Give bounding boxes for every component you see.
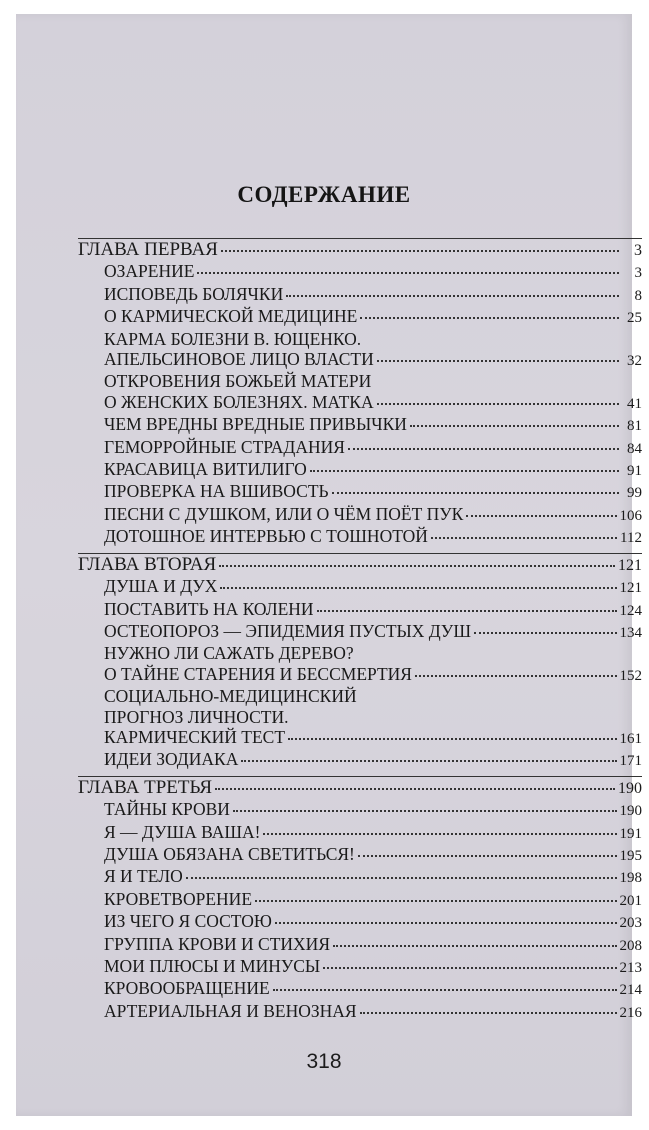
page-number: 318 <box>306 1050 342 1073</box>
leader-dots <box>348 435 619 450</box>
entry-page: 195 <box>619 847 642 864</box>
entry-page: 161 <box>619 730 642 747</box>
leader-dots <box>215 775 615 790</box>
toc-entry <box>78 261 642 283</box>
leader-dots <box>360 304 619 319</box>
entry-page: 121 <box>619 580 642 597</box>
leader-dots <box>332 479 619 494</box>
leader-dots <box>358 842 617 857</box>
entry-title: ПОСТАВИТЬ НА КОЛЕНИ <box>104 598 314 619</box>
toc-entry <box>78 727 642 749</box>
toc-chapter <box>78 240 642 261</box>
entry-page: 25 <box>627 310 642 327</box>
toc-entry <box>78 889 642 911</box>
leader-dots <box>273 976 617 991</box>
entry-title: О ЖЕНСКИХ БОЛЕЗНЯХ. МАТКА <box>104 391 374 412</box>
entry-title: КАРМИЧЕСКИЙ ТЕСТ <box>104 726 286 747</box>
toc-entry <box>78 329 642 349</box>
leader-dots <box>275 909 617 924</box>
toc-entry <box>78 956 642 978</box>
entry-title: СОЦИАЛЬНО-МЕДИЦИНСКИЙ <box>104 686 357 707</box>
toc-entry <box>78 284 642 306</box>
leader-dots <box>233 797 617 812</box>
leader-dots <box>317 597 617 612</box>
entry-page: 190 <box>619 803 642 820</box>
toc-entry <box>78 371 642 391</box>
chapter-page: 121 <box>618 556 642 574</box>
entry-title: ИДЕИ ЗОДИАКА <box>104 749 239 770</box>
entry-page: 213 <box>619 960 642 976</box>
entry-title: КРОВООБРАЩЕНИЕ <box>104 978 270 999</box>
leader-dots <box>474 619 617 634</box>
entry-title: КРОВЕТВОРЕНИЕ <box>104 888 253 909</box>
entry-page: 8 <box>634 287 642 304</box>
toc-entry <box>78 306 642 328</box>
entry-title: Я — ДУША ВАША! <box>104 821 261 842</box>
entry-page: 198 <box>619 870 642 887</box>
toc-title: СОДЕРЖАНИЕ <box>237 182 411 207</box>
leader-dots <box>255 887 616 902</box>
toc-entry <box>78 911 642 933</box>
leader-dots <box>241 747 616 762</box>
toc-entry <box>78 822 642 844</box>
toc-chapter <box>78 778 642 799</box>
leader-dots <box>263 820 616 835</box>
entry-page: 191 <box>619 825 642 842</box>
entry-page: 32 <box>627 353 642 370</box>
entry-title: ИЗ ЧЕГО Я СОСТОЮ <box>104 911 272 932</box>
entry-title: ПРОВЕРКА НА ВШИВОСТЬ <box>104 481 329 502</box>
leader-dots <box>431 524 617 539</box>
entry-title: КРАСАВИЦА ВИТИЛИГО <box>104 459 307 480</box>
entry-title: АРТЕРИАЛЬНАЯ И ВЕНОЗНАЯ <box>104 1000 357 1021</box>
leader-dots <box>377 390 619 405</box>
leader-dots <box>286 282 619 297</box>
toc-chapter <box>78 555 642 576</box>
leader-dots <box>377 347 619 362</box>
toc-entry <box>78 481 642 503</box>
toc-entry <box>78 934 642 956</box>
entry-page: 41 <box>627 395 642 412</box>
entry-page: 3 <box>634 265 642 282</box>
entry-page: 99 <box>627 485 642 502</box>
leader-dots <box>197 259 619 274</box>
entry-title: ДУША И ДУХ <box>104 576 218 597</box>
toc-entry <box>78 978 642 1000</box>
entry-title: КАРМА БОЛЕЗНИ В. ЮЩЕНКО. <box>104 328 362 349</box>
entry-page: 208 <box>619 937 642 954</box>
entry-title: ПЕСНИ С ДУШКОМ, ИЛИ О ЧЁМ ПОЁТ ПУК <box>104 503 464 524</box>
chapter-title: ГЛАВА ТРЕТЬЯ <box>78 776 213 798</box>
leader-dots <box>410 412 619 427</box>
toc-entry <box>78 643 642 663</box>
toc-entry <box>78 392 642 414</box>
leader-dots <box>220 574 616 589</box>
entry-title: МОИ ПЛЮСЫ И МИНУСЫ <box>104 956 321 976</box>
book-page <box>16 14 642 1116</box>
entry-title: О ТАЙНЕ СТАРЕНИЯ И БЕССМЕРТИЯ <box>104 663 412 684</box>
toc-entry <box>78 437 642 459</box>
entry-title: ГРУППА КРОВИ И СТИХИЯ <box>104 933 330 954</box>
entry-title: ПРОГНОЗ ЛИЧНОСТИ. <box>104 706 289 727</box>
entry-page: 81 <box>627 418 642 435</box>
entry-title: О КАРМИЧЕСКОЙ МЕДИЦИНЕ <box>104 306 358 327</box>
entry-title: Я И ТЕЛО <box>104 866 183 887</box>
leader-dots <box>310 457 619 472</box>
chapter-rule <box>78 238 642 239</box>
entry-title: ОТКРОВЕНИЯ БОЖЬЕЙ МАТЕРИ <box>104 371 372 392</box>
toc-entry <box>78 866 642 888</box>
chapter-title: ГЛАВА ВТОРАЯ <box>78 553 217 575</box>
entry-title: ОЗАРЕНИЕ <box>104 261 195 282</box>
toc-entry <box>78 459 642 481</box>
entry-title: АПЕЛЬСИНОВОЕ ЛИЦО ВЛАСТИ <box>104 349 374 370</box>
entry-title: ДУША ОБЯЗАНА СВЕТИТЬСЯ! <box>104 843 355 864</box>
entry-title: ЧЕМ ВРЕДНЫ ВРЕДНЫЕ ПРИВЫЧКИ <box>104 414 407 435</box>
toc-entry <box>78 414 642 436</box>
entry-page: 214 <box>619 982 642 999</box>
chapter-rule <box>78 776 642 777</box>
leader-dots <box>323 954 616 969</box>
entry-page: 106 <box>619 507 642 524</box>
entry-page: 112 <box>620 530 642 547</box>
toc-entry <box>78 504 642 526</box>
toc-entry <box>78 799 642 821</box>
entry-page: 84 <box>627 440 642 457</box>
entry-title: ТАЙНЫ КРОВИ <box>104 799 230 820</box>
toc-entry <box>78 576 642 598</box>
entry-page: 203 <box>619 915 642 932</box>
leader-dots <box>333 932 617 947</box>
entry-page: 91 <box>627 463 642 480</box>
leader-dots <box>186 864 617 879</box>
toc-entry <box>78 749 642 771</box>
leader-dots <box>360 999 617 1014</box>
entry-page: 216 <box>619 1004 642 1021</box>
toc-entry <box>78 664 642 686</box>
toc-entry <box>78 349 642 371</box>
entry-page: 134 <box>619 624 642 641</box>
entry-page: 171 <box>619 753 642 770</box>
entry-title: ДОТОШНОЕ ИНТЕРВЬЮ С ТОШНОТОЙ <box>104 526 428 547</box>
toc-entry <box>78 1001 642 1023</box>
toc-entry <box>78 844 642 866</box>
entry-title: НУЖНО ЛИ САЖАТЬ ДЕРЕВО? <box>104 643 354 664</box>
entry-title: ОСТЕОПОРОЗ — ЭПИДЕМИЯ ПУСТЫХ ДУШ <box>104 620 471 641</box>
entry-page: 124 <box>619 602 642 619</box>
table-of-contents <box>78 240 642 1023</box>
toc-entry <box>78 621 642 643</box>
toc-entry <box>78 686 642 706</box>
chapter-page: 190 <box>618 779 642 797</box>
chapter-rule <box>78 553 642 554</box>
toc-entry <box>78 599 642 621</box>
leader-dots <box>415 662 617 677</box>
entry-title: ИСПОВЕДЬ БОЛЯЧКИ <box>104 283 284 304</box>
entry-title: ГЕМОРРОЙНЫЕ СТРАДАНИЯ <box>104 436 345 457</box>
chapter-title: ГЛАВА ПЕРВАЯ <box>78 239 218 260</box>
entry-page: 152 <box>619 667 642 684</box>
entry-page: 201 <box>619 892 642 909</box>
toc-entry <box>78 526 642 548</box>
leader-dots <box>288 725 616 740</box>
chapter-page: 3 <box>634 242 642 259</box>
toc-entry <box>78 707 642 727</box>
leader-dots <box>466 502 616 517</box>
leader-dots <box>221 237 619 252</box>
